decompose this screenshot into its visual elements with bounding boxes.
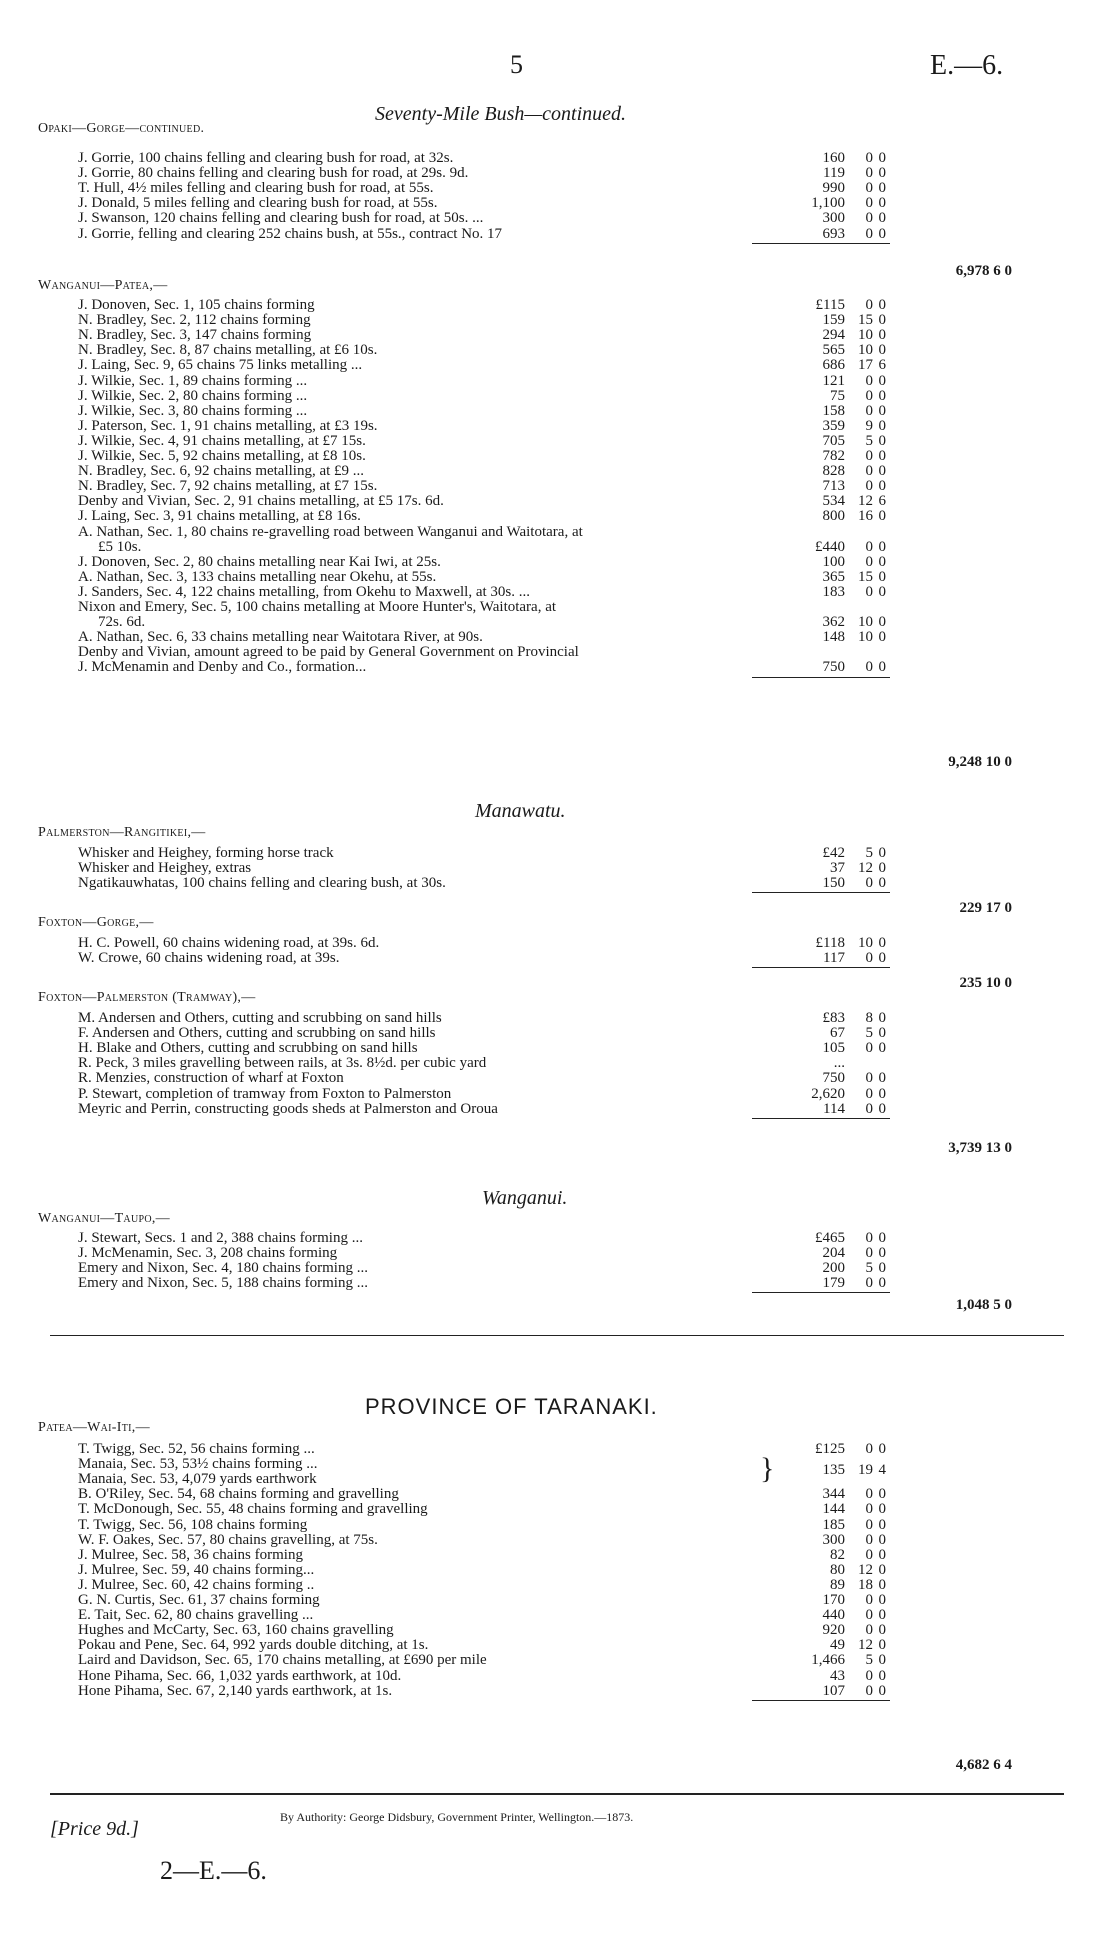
amount-pence: 0 bbox=[878, 1230, 886, 1246]
line-item-description: Denby and Vivian, Sec. 2, 91 chains metalling, at £5 17s. 6d. bbox=[78, 493, 444, 510]
amount-pence: 0 bbox=[878, 1025, 886, 1042]
amount-pounds: 2,620 bbox=[811, 1085, 845, 1102]
line-item-description: W. Crowe, 60 chains widening road, at 39s. bbox=[78, 950, 340, 967]
line-item-description: Ngatikauwhatas, 100 chains felling and clearing bush, at 30s. bbox=[78, 875, 446, 892]
line-item-description: P. Stewart, completion of tramway from Foxton to Palmerston bbox=[78, 1085, 452, 1102]
amount-shillings: 17 bbox=[858, 357, 873, 374]
amount-shillings: 0 bbox=[865, 1607, 873, 1624]
price-label: [Price 9d.] bbox=[50, 1818, 139, 1840]
amount-pence: 0 bbox=[878, 1682, 886, 1699]
amount-pence: 0 bbox=[878, 210, 886, 227]
line-item-description: M. Andersen and Others, cutting and scrubbing on sand hills bbox=[78, 1010, 442, 1026]
line-item-description: J. Stewart, Secs. 1 and 2, 388 chains forming ... bbox=[78, 1230, 363, 1246]
amount-pounds: 204 bbox=[822, 1245, 845, 1262]
amount-pence: 0 bbox=[878, 568, 886, 585]
amount-shillings: 12 bbox=[858, 860, 873, 877]
subtotal-rule bbox=[752, 1700, 890, 1701]
line-item-description: Whisker and Heighey, extras bbox=[78, 860, 252, 877]
line-item-description: N. Bradley, Sec. 7, 92 chains metalling, at £7 15s. bbox=[78, 478, 378, 495]
amount-shillings: 0 bbox=[865, 402, 873, 419]
amount-pounds: 67 bbox=[830, 1025, 845, 1042]
amount-shillings: 0 bbox=[865, 1070, 873, 1087]
amount-pounds: 43 bbox=[830, 1667, 845, 1684]
section-divider bbox=[50, 1335, 1064, 1336]
line-item-description: H. Blake and Others, cutting and scrubbing on sand hills bbox=[78, 1040, 418, 1057]
amount-pence: 0 bbox=[878, 448, 886, 464]
amount-pence: 0 bbox=[878, 1486, 886, 1503]
amount-pence: 0 bbox=[878, 387, 886, 404]
amount-pence: 0 bbox=[878, 297, 886, 313]
line-item-description: Emery and Nixon, Sec. 4, 180 chains forming ... bbox=[78, 1260, 368, 1277]
amount-shillings: 0 bbox=[865, 165, 873, 182]
amount-pence: 0 bbox=[878, 1501, 886, 1518]
amount-pounds: 359 bbox=[822, 417, 845, 434]
amount-pence: 0 bbox=[878, 1652, 886, 1669]
line-item-description: N. Bradley, Sec. 3, 147 chains forming bbox=[78, 327, 312, 344]
line-item-description: J. Mulree, Sec. 59, 40 chains forming... bbox=[78, 1561, 315, 1578]
amount-pence: 0 bbox=[878, 1561, 886, 1578]
amount-pence: 0 bbox=[878, 1441, 886, 1457]
amount-shillings: 0 bbox=[865, 195, 873, 212]
line-item-description: J. Wilkie, Sec. 1, 89 chains forming ... bbox=[78, 372, 308, 389]
group-total: 235 10 0 bbox=[959, 975, 1012, 991]
amount-pence: 0 bbox=[878, 1576, 886, 1593]
amount-shillings: 12 bbox=[858, 493, 873, 510]
subtotal-rule bbox=[752, 1292, 890, 1293]
amount-shillings: 15 bbox=[858, 312, 873, 329]
amount-pounds: 200 bbox=[822, 1260, 845, 1277]
line-item-description: Nixon and Emery, Sec. 5, 100 chains metalling at Moore Hunter's, Waitotara, at bbox=[78, 599, 557, 615]
subtotal-rule bbox=[752, 892, 890, 893]
amount-shillings: 0 bbox=[865, 659, 873, 676]
line-item-description: Whisker and Heighey, forming horse track bbox=[78, 845, 334, 861]
amount-pounds: 144 bbox=[822, 1501, 845, 1518]
line-item-description: Hone Pihama, Sec. 66, 1,032 yards earthwork, at 10d. bbox=[78, 1667, 402, 1684]
line-item-description: £5 10s. bbox=[98, 538, 142, 555]
line-item-description: T. Twigg, Sec. 52, 56 chains forming ... bbox=[78, 1441, 315, 1457]
amount-pounds: £42 bbox=[822, 845, 845, 861]
amount-shillings: 0 bbox=[865, 1486, 873, 1503]
group-title: Wanganui—Patea,— bbox=[38, 278, 168, 293]
amount-shillings: 0 bbox=[865, 1275, 873, 1292]
amount-pounds: 49 bbox=[830, 1637, 845, 1654]
line-item-description: Pokau and Pene, Sec. 64, 992 yards double ditching, at 1s. bbox=[78, 1637, 429, 1654]
section-heading: Seventy-Mile Bush—continued. bbox=[375, 103, 627, 125]
amount-pounds: 148 bbox=[822, 629, 845, 646]
amount-pounds: 800 bbox=[822, 508, 845, 525]
amount-pence: 0 bbox=[878, 538, 886, 555]
line-item-description: J. Wilkie, Sec. 2, 80 chains forming ... bbox=[78, 387, 308, 404]
amount-pence: 0 bbox=[878, 1622, 886, 1639]
amount-pence: 0 bbox=[878, 327, 886, 344]
amount-shillings: 18 bbox=[858, 1576, 873, 1593]
line-item-description: J. Sanders, Sec. 4, 122 chains metalling, from Okehu to Maxwell, at 30s. ... bbox=[78, 583, 531, 600]
amount-pence: 0 bbox=[878, 463, 886, 480]
amount-pounds: 121 bbox=[822, 372, 845, 389]
line-item-description: J. Wilkie, Sec. 3, 80 chains forming ... bbox=[78, 402, 308, 419]
amount-pounds: 782 bbox=[822, 448, 845, 464]
amount-pounds: 160 bbox=[822, 150, 845, 166]
amount-pounds: ... bbox=[833, 1055, 845, 1072]
amount-pounds: 119 bbox=[823, 165, 845, 182]
amount-pounds: 713 bbox=[822, 478, 845, 495]
group-title: Patea—Wai-Iti,— bbox=[38, 1420, 150, 1435]
amount-pence: 0 bbox=[878, 1040, 886, 1057]
amount-pence: 0 bbox=[878, 432, 886, 449]
amount-shillings: 0 bbox=[865, 1622, 873, 1639]
amount-shillings: 0 bbox=[865, 387, 873, 404]
amount-pounds: 828 bbox=[822, 463, 845, 480]
amount-shillings: 0 bbox=[865, 1667, 873, 1684]
amount-shillings: 0 bbox=[865, 448, 873, 464]
amount-shillings: 0 bbox=[865, 297, 873, 313]
line-item-description: T. Hull, 4½ miles felling and clearing bush for road, at 55s. bbox=[78, 180, 434, 197]
amount-pence: 0 bbox=[878, 614, 886, 631]
amount-shillings: 10 bbox=[858, 342, 873, 359]
amount-shillings: 10 bbox=[858, 614, 873, 631]
line-item-description: Denby and Vivian, amount agreed to be paid by General Government on Provincial bbox=[78, 644, 579, 661]
amount-pence: 6 bbox=[878, 493, 886, 510]
amount-pounds: £115 bbox=[815, 297, 845, 313]
line-item-description: J. Laing, Sec. 9, 65 chains 75 links metalling ... bbox=[78, 357, 363, 374]
amount-pence: 0 bbox=[878, 1245, 886, 1262]
line-item-description: Laird and Davidson, Sec. 65, 170 chains metalling, at £690 per mile bbox=[78, 1652, 487, 1669]
amount-pence: 0 bbox=[878, 553, 886, 570]
line-item-description: J. Donoven, Sec. 2, 80 chains metalling near Kai Iwi, at 25s. bbox=[78, 553, 441, 570]
line-item-description: J. Gorrie, 100 chains felling and clearing bush for road, at 32s. bbox=[78, 150, 454, 166]
group-total: 1,048 5 0 bbox=[955, 1297, 1012, 1313]
subtotal-rule bbox=[752, 1118, 890, 1119]
line-item-description: E. Tait, Sec. 62, 80 chains gravelling ... bbox=[78, 1607, 314, 1624]
line-item-description: J. Swanson, 120 chains felling and clearing bush for road, at 50s. ... bbox=[78, 210, 484, 227]
amount-pounds: 135 bbox=[822, 1462, 845, 1479]
line-item-description: A. Nathan, Sec. 3, 133 chains metalling near Okehu, at 55s. bbox=[78, 568, 437, 585]
group-total: 4,682 6 4 bbox=[955, 1757, 1012, 1773]
line-item-description: N. Bradley, Sec. 8, 87 chains metalling, at £6 10s. bbox=[78, 342, 378, 359]
amount-shillings: 5 bbox=[865, 1260, 873, 1277]
amount-pence: 0 bbox=[878, 1637, 886, 1654]
amount-pence: 6 bbox=[878, 357, 886, 374]
section-heading: Wanganui. bbox=[482, 1187, 568, 1209]
amount-pounds: 920 bbox=[822, 1622, 845, 1639]
amount-pence: 0 bbox=[878, 402, 886, 419]
amount-pence: 0 bbox=[878, 875, 886, 892]
amount-pence: 0 bbox=[878, 935, 886, 951]
subtotal-rule bbox=[752, 243, 890, 244]
amount-pounds: 705 bbox=[822, 432, 845, 449]
amount-shillings: 8 bbox=[865, 1010, 873, 1026]
amount-pounds: 80 bbox=[830, 1561, 845, 1578]
amount-pounds: 300 bbox=[822, 210, 845, 227]
amount-pounds: £125 bbox=[815, 1441, 845, 1457]
amount-pence: 0 bbox=[878, 508, 886, 525]
amount-shillings: 0 bbox=[865, 1501, 873, 1518]
bracket-mark: } bbox=[760, 1452, 775, 1486]
line-item-description: Manaia, Sec. 53, 53½ chains forming ... bbox=[78, 1456, 318, 1473]
amount-shillings: 12 bbox=[858, 1637, 873, 1654]
amount-pence: 0 bbox=[878, 372, 886, 389]
footer-rule bbox=[50, 1793, 1064, 1795]
line-item-description: Meyric and Perrin, constructing goods sheds at Palmerston and Oroua bbox=[78, 1100, 498, 1117]
amount-pence: 0 bbox=[878, 1667, 886, 1684]
amount-shillings: 5 bbox=[865, 432, 873, 449]
amount-pence: 0 bbox=[878, 629, 886, 646]
amount-pounds: 159 bbox=[822, 312, 845, 329]
amount-pence: 0 bbox=[878, 1100, 886, 1117]
line-item-description: R. Menzies, construction of wharf at Foxton bbox=[78, 1070, 344, 1087]
amount-shillings: 0 bbox=[865, 875, 873, 892]
group-total: 6,978 6 0 bbox=[955, 263, 1012, 279]
line-item-description: J. Wilkie, Sec. 5, 92 chains metalling, at £8 10s. bbox=[78, 448, 366, 464]
amount-pounds: 170 bbox=[822, 1592, 845, 1608]
amount-shillings: 0 bbox=[865, 1085, 873, 1102]
line-item-description: G. N. Curtis, Sec. 61, 37 chains forming bbox=[78, 1592, 320, 1608]
amount-pounds: 750 bbox=[822, 659, 845, 676]
line-item-description: J. Laing, Sec. 3, 91 chains metalling, at £8 16s. bbox=[78, 508, 361, 525]
amount-pence: 0 bbox=[878, 1607, 886, 1624]
amount-pounds: 1,466 bbox=[811, 1652, 845, 1669]
amount-pounds: 100 bbox=[822, 553, 845, 570]
amount-shillings: 0 bbox=[865, 180, 873, 197]
amount-pence: 0 bbox=[878, 1275, 886, 1292]
amount-pence: 0 bbox=[878, 165, 886, 182]
line-item-description: F. Andersen and Others, cutting and scrubbing on sand hills bbox=[78, 1025, 436, 1042]
group-total: 3,739 13 0 bbox=[948, 1140, 1012, 1156]
line-item-description: Emery and Nixon, Sec. 5, 188 chains forming ... bbox=[78, 1275, 368, 1292]
document-code: 2—E.—6. bbox=[160, 1856, 267, 1885]
amount-pence: 0 bbox=[878, 1260, 886, 1277]
amount-pounds: 1,100 bbox=[811, 195, 845, 212]
group-title: Foxton—Gorge,— bbox=[38, 915, 154, 930]
amount-pounds: 107 bbox=[822, 1682, 845, 1699]
amount-shillings: 0 bbox=[865, 478, 873, 495]
amount-pounds: 117 bbox=[823, 950, 845, 967]
amount-shillings: 16 bbox=[858, 508, 873, 525]
amount-pence: 0 bbox=[878, 180, 886, 197]
line-item-description: J. McMenamin and Denby and Co., formation... bbox=[78, 659, 367, 676]
amount-shillings: 0 bbox=[865, 210, 873, 227]
line-item-description: A. Nathan, Sec. 6, 33 chains metalling near Waitotara River, at 90s. bbox=[78, 629, 483, 646]
amount-pounds: 185 bbox=[822, 1516, 845, 1533]
line-item-description: J. Paterson, Sec. 1, 91 chains metalling, at £3 19s. bbox=[78, 417, 378, 434]
amount-pounds: 37 bbox=[830, 860, 845, 877]
amount-shillings: 0 bbox=[865, 372, 873, 389]
line-item-description: N. Bradley, Sec. 2, 112 chains forming bbox=[78, 312, 311, 329]
amount-shillings: 10 bbox=[858, 629, 873, 646]
amount-pence: 4 bbox=[878, 1462, 886, 1479]
amount-pounds: 344 bbox=[822, 1486, 845, 1503]
amount-pounds: 82 bbox=[830, 1546, 845, 1563]
amount-shillings: 0 bbox=[865, 463, 873, 480]
amount-shillings: 10 bbox=[858, 935, 873, 951]
group-total: 9,248 10 0 bbox=[948, 754, 1012, 770]
amount-pounds: 365 bbox=[822, 568, 845, 585]
amount-shillings: 0 bbox=[865, 950, 873, 967]
line-item-description: J. Mulree, Sec. 60, 42 chains forming .. bbox=[78, 1576, 315, 1593]
amount-shillings: 0 bbox=[865, 1245, 873, 1262]
amount-pounds: £465 bbox=[815, 1230, 845, 1246]
amount-shillings: 0 bbox=[865, 583, 873, 600]
line-item-description: J. Wilkie, Sec. 4, 91 chains metalling, at £7 15s. bbox=[78, 432, 366, 449]
line-item-description: J. Mulree, Sec. 58, 36 chains forming bbox=[78, 1546, 303, 1563]
amount-pounds: 534 bbox=[822, 493, 845, 510]
group-title: Wanganui—Taupo,— bbox=[38, 1211, 170, 1226]
amount-pounds: 750 bbox=[822, 1070, 845, 1087]
amount-pounds: 179 bbox=[822, 1275, 845, 1292]
line-item-description: B. O'Riley, Sec. 54, 68 chains forming and gravelling bbox=[78, 1486, 399, 1503]
amount-shillings: 12 bbox=[858, 1561, 873, 1578]
amount-pounds: £118 bbox=[815, 935, 845, 951]
amount-shillings: 0 bbox=[865, 1546, 873, 1563]
line-item-description: A. Nathan, Sec. 1, 80 chains re-gravelling road between Wanganui and Waitotara, at bbox=[78, 523, 583, 540]
amount-pence: 0 bbox=[878, 342, 886, 359]
document-id: E.—6. bbox=[930, 50, 1004, 81]
amount-pence: 0 bbox=[878, 1592, 886, 1608]
amount-shillings: 15 bbox=[858, 568, 873, 585]
amount-shillings: 10 bbox=[858, 327, 873, 344]
amount-pence: 0 bbox=[878, 860, 886, 877]
amount-pounds: 75 bbox=[830, 387, 845, 404]
subtotal-rule bbox=[752, 677, 890, 678]
amount-pence: 0 bbox=[878, 312, 886, 329]
amount-shillings: 0 bbox=[865, 1230, 873, 1246]
amount-shillings: 0 bbox=[865, 1531, 873, 1548]
amount-shillings: 0 bbox=[865, 1516, 873, 1533]
line-item-description: R. Peck, 3 miles gravelling between rails, at 3s. 8½d. per cubic yard bbox=[78, 1055, 487, 1072]
amount-pence: 0 bbox=[878, 1085, 886, 1102]
line-item-description: J. McMenamin, Sec. 3, 208 chains forming bbox=[78, 1245, 338, 1262]
section-heading: Manawatu. bbox=[475, 800, 566, 822]
amount-pence: 0 bbox=[878, 225, 886, 242]
amount-pence: 0 bbox=[878, 1531, 886, 1548]
amount-pence: 0 bbox=[878, 583, 886, 600]
amount-pounds: 89 bbox=[830, 1576, 845, 1593]
line-item-description: T. McDonough, Sec. 55, 48 chains forming and gravelling bbox=[78, 1501, 428, 1518]
amount-shillings: 19 bbox=[858, 1462, 873, 1479]
amount-pounds: £440 bbox=[815, 538, 845, 555]
amount-pence: 0 bbox=[878, 659, 886, 676]
amount-pence: 0 bbox=[878, 1070, 886, 1087]
amount-pence: 0 bbox=[878, 1010, 886, 1026]
line-item-description: J. Gorrie, felling and clearing 252 chains bush, at 55s., contract No. 17 bbox=[78, 225, 503, 242]
amount-pounds: 693 bbox=[822, 225, 845, 242]
amount-shillings: 0 bbox=[865, 538, 873, 555]
amount-shillings: 0 bbox=[865, 1682, 873, 1699]
group-title: Palmerston—Rangitikei,— bbox=[38, 825, 206, 840]
amount-pounds: 150 bbox=[822, 875, 845, 892]
amount-shillings: 0 bbox=[865, 1441, 873, 1457]
group-total: 229 17 0 bbox=[959, 900, 1012, 916]
amount-shillings: 9 bbox=[865, 417, 873, 434]
amount-shillings: 5 bbox=[865, 1025, 873, 1042]
line-item-description: Manaia, Sec. 53, 4,079 yards earthwork bbox=[78, 1471, 317, 1488]
line-item-description: N. Bradley, Sec. 6, 92 chains metalling, at £9 ... bbox=[78, 463, 365, 480]
line-item-description: H. C. Powell, 60 chains widening road, at 39s. 6d. bbox=[78, 935, 380, 951]
amount-pounds: 990 bbox=[822, 180, 845, 197]
group-title: Opaki—Gorge—continued. bbox=[38, 121, 205, 136]
amount-pence: 0 bbox=[878, 1516, 886, 1533]
amount-pence: 0 bbox=[878, 195, 886, 212]
amount-pounds: 565 bbox=[822, 342, 845, 359]
amount-shillings: 0 bbox=[865, 553, 873, 570]
amount-shillings: 5 bbox=[865, 845, 873, 861]
line-item-description: W. F. Oakes, Sec. 57, 80 chains gravelling, at 75s. bbox=[78, 1531, 378, 1548]
amount-pence: 0 bbox=[878, 150, 886, 166]
line-item-description: J. Donoven, Sec. 1, 105 chains forming bbox=[78, 297, 315, 313]
amount-shillings: 0 bbox=[865, 150, 873, 166]
subtotal-rule bbox=[752, 967, 890, 968]
line-item-description: J. Gorrie, 80 chains felling and clearing bush for road, at 29s. 9d. bbox=[78, 165, 469, 182]
line-item-description: J. Donald, 5 miles felling and clearing bush for road, at 55s. bbox=[78, 195, 438, 212]
amount-shillings: 0 bbox=[865, 1040, 873, 1057]
amount-pounds: 294 bbox=[822, 327, 845, 344]
printer-authority: By Authority: George Didsbury, Government Printer, Wellington.—1873. bbox=[280, 1810, 634, 1824]
amount-pounds: 183 bbox=[822, 583, 845, 600]
amount-pounds: 300 bbox=[822, 1531, 845, 1548]
line-item-description: 72s. 6d. bbox=[98, 614, 146, 631]
line-item-description: T. Twigg, Sec. 56, 108 chains forming bbox=[78, 1516, 308, 1533]
amount-pounds: 362 bbox=[822, 614, 845, 631]
amount-pounds: 686 bbox=[822, 357, 845, 374]
group-title: Foxton—Palmerston (Tramway),— bbox=[38, 990, 256, 1005]
amount-pounds: 440 bbox=[822, 1607, 845, 1624]
amount-pence: 0 bbox=[878, 478, 886, 495]
amount-pounds: 105 bbox=[822, 1040, 845, 1057]
amount-pounds: £83 bbox=[822, 1010, 845, 1026]
amount-pence: 0 bbox=[878, 1546, 886, 1563]
amount-pounds: 158 bbox=[822, 402, 845, 419]
amount-pence: 0 bbox=[878, 417, 886, 434]
amount-shillings: 0 bbox=[865, 225, 873, 242]
line-item-description: Hughes and McCarty, Sec. 63, 160 chains gravelling bbox=[78, 1622, 394, 1639]
amount-pounds: 114 bbox=[823, 1100, 845, 1117]
amount-shillings: 0 bbox=[865, 1592, 873, 1608]
amount-shillings: 0 bbox=[865, 1100, 873, 1117]
province-title: PROVINCE OF TARANAKI. bbox=[365, 1394, 658, 1419]
page-number: 5 bbox=[510, 50, 523, 79]
amount-pence: 0 bbox=[878, 950, 886, 967]
amount-pence: 0 bbox=[878, 845, 886, 861]
line-item-description: Hone Pihama, Sec. 67, 2,140 yards earthwork, at 1s. bbox=[78, 1682, 393, 1699]
amount-shillings: 5 bbox=[865, 1652, 873, 1669]
